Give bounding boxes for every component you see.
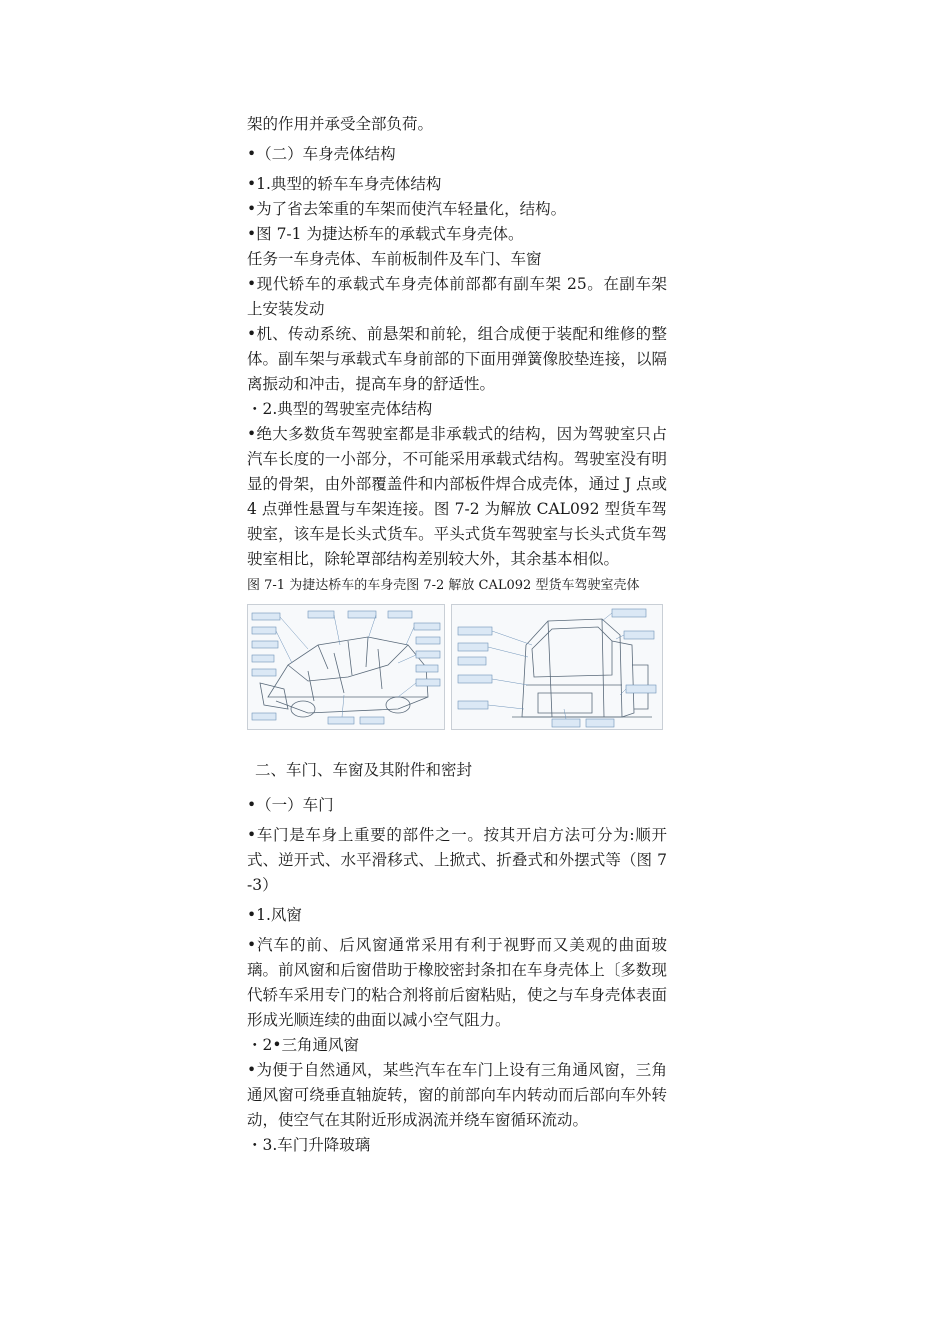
list-item: •汽车的前、后风窗通常采用有利于视野而又美观的曲面玻璃。前风窗和后窗借助于橡胶密封条扣在车身壳体上〔多数现代轿车采用专门的粘合剂将前后窗粘贴，使之与车身壳体表面形成光顺连续的曲面以减小空气阻力。 — [247, 936, 667, 1029]
list-item: ・2•三角通风窗 — [247, 1036, 360, 1054]
list-item: •绝大多数货车驾驶室都是非承载式的结构，因为驾驶室只占汽车长度的一小部分，不可能采用承载式结构。驾驶室没有明显的骨架，由外部覆盖件和内部板件焊合成壳体，通过 J 点或 4 点弹性悬置与车架连接。图 7-2 为解放 CAL092 型货车驾驶室，该车是长头式货车。平头式货车驾驶室与长头式货车驾驶室相比，除轮罩部结构差别较大外，其余基本相似。 — [247, 425, 667, 568]
list-item: •机、传动系统、前悬架和前轮，组合成便于装配和维修的整体。副车架与承载式车身前部的下面用弹簧像胶垫连接，以隔离振动和冲击，提高车身的舒适性。 — [247, 325, 667, 393]
truck-cab-diagram — [452, 605, 662, 730]
subsection-heading: •（一）车门 — [247, 796, 334, 814]
list-item: ・2.典型的驾驶室壳体结构 — [247, 400, 433, 418]
figure-7-2-truck-cab-shell — [451, 604, 663, 730]
list-item: •图 7-1 为捷达桥车的承载式车身壳体。 — [247, 225, 524, 243]
section-heading: 二、车门、车窗及其附件和密封 — [255, 761, 473, 779]
list-item: •1.典型的轿车车身壳体结构 — [247, 175, 442, 193]
list-item: •1.风窗 — [247, 906, 302, 924]
figure-caption: 图 7-1 为捷达桥车的车身壳图 7-2 解放 CAL092 型货车驾驶室壳体 — [247, 578, 640, 593]
figure-row — [247, 604, 667, 730]
paragraph: 架的作用并承受全部负荷。 — [247, 115, 434, 133]
subsection-heading: •（二）车身壳体结构 — [247, 145, 396, 163]
list-item: •为了省去笨重的车架而使汽车轻量化，结构。 — [247, 200, 567, 218]
paragraph: 任务一车身壳体、车前板制件及车门、车窗 — [247, 250, 542, 268]
document-page — [247, 112, 667, 1158]
list-item: ・3.车门升降玻璃 — [247, 1136, 371, 1154]
list-item: •为便于自然通风，某些汽车在车门上设有三角通风窗，三角通风窗可绕垂直轴旋转，窗的前部向车内转动而后部向车外转动，使空气在其附近形成涡流并绕车窗循环流动。 — [247, 1061, 667, 1129]
figure-7-1-car-body-shell — [247, 604, 445, 730]
car-body-diagram — [248, 605, 444, 730]
list-item: •现代轿车的承载式车身壳体前部都有副车架 25。在副车架上安装发动 — [247, 275, 667, 318]
list-item: •车门是车身上重要的部件之一。按其开启方法可分为:顺开式、逆开式、水平滑移式、上掀式、折叠式和外摆式等（图 7-3） — [247, 826, 667, 894]
